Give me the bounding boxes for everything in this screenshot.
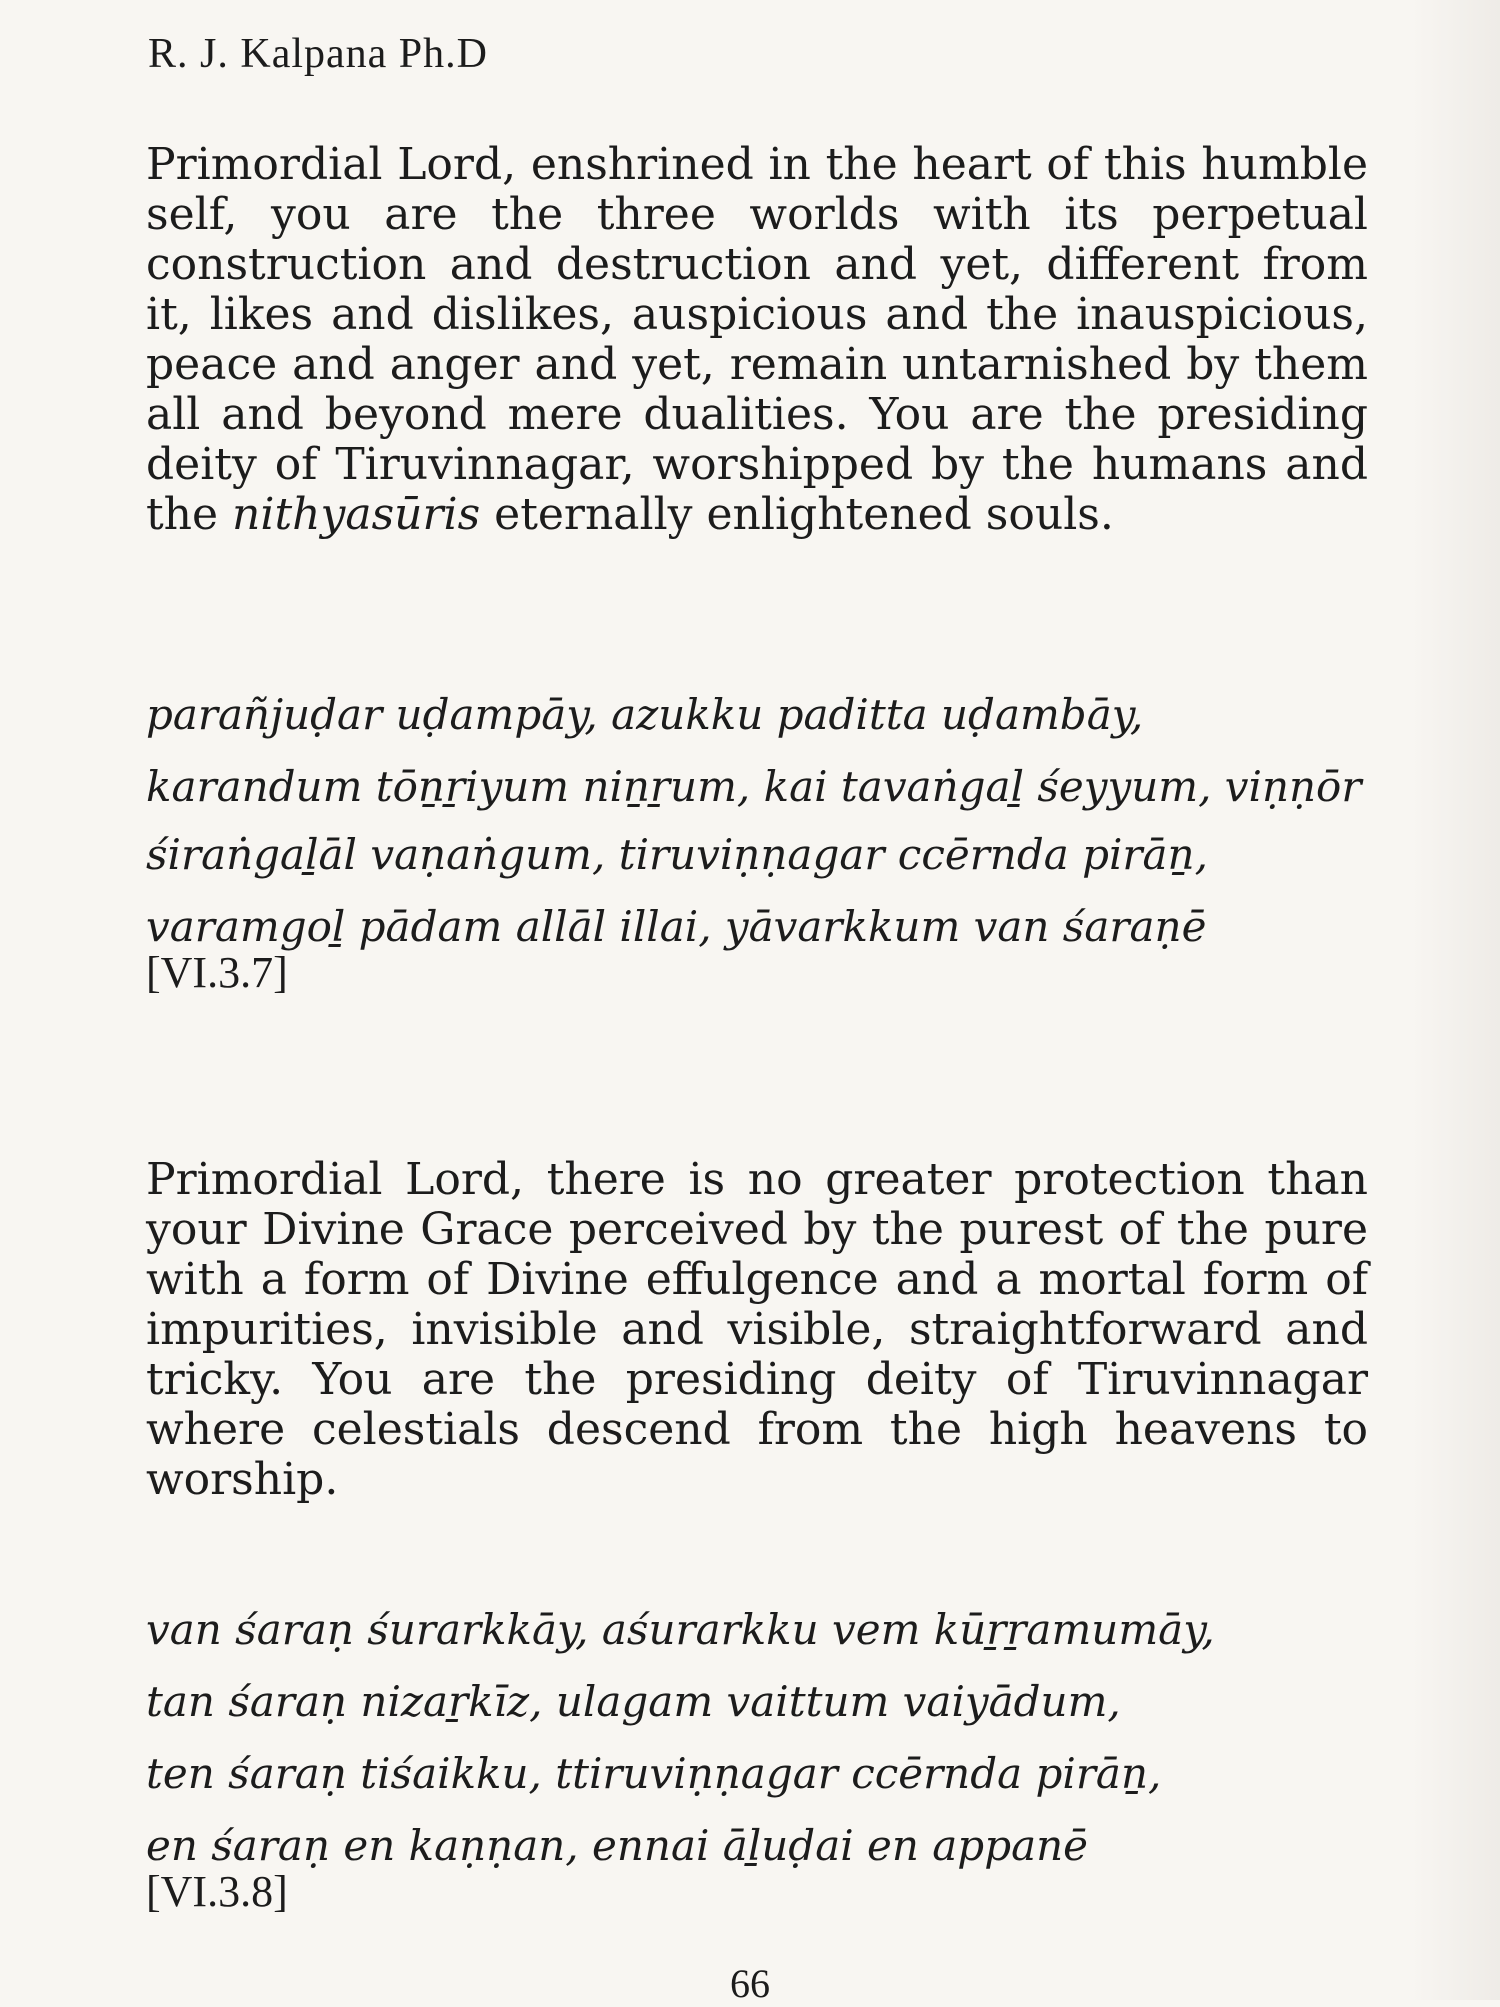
- page-edge-shadow: [1410, 0, 1500, 2000]
- passage-1-text-before: Primordial Lord, enshrined in the heart of this humble self, you are the three worlds with its perpetual construction and destruction and yet, different from it, likes and dislikes, auspicious and the inauspicious, peace and anger and yet, remain untarnished by them all and beyond mere dualities. You are the presiding deity of Tiruvinnagar, worshipped by the humans and the: [146, 139, 1368, 540]
- passage-1-text-after: eternally enlightened souls.: [480, 489, 1114, 540]
- verse-line: tan śaraṇ nizaṟkīz, ulagam vaittum vaiyādum,: [146, 1677, 1121, 1726]
- verse-line: en śaraṇ en kaṇṇan, ennai āḻuḍai en appanē: [146, 1821, 1089, 1870]
- verse-1: [146, 690, 1368, 997]
- verse-line: varamgoḻ pādam allāl illai, yāvarkkum van śaraṇē: [146, 902, 1207, 951]
- verse-2-body: [146, 1605, 1368, 1916]
- passage-2: [146, 1155, 1368, 1505]
- verse-2: [146, 1605, 1368, 1916]
- passage-2-text: Primordial Lord, there is no greater protection than your Divine Grace perceived by the purest of the pure with a form of Divine effulgence and a mortal form of impurities, invisible and visible, straightforward and tricky. You are the presiding deity of Tiruvinnagar where celestials descend from the high heavens to worship.: [146, 1154, 1368, 1505]
- verse-line: śiraṅgaḻāl vaṇaṅgum, tiruviṇṇagar ccērnda pirāṉ,: [146, 830, 1208, 879]
- verse-1-body: [146, 690, 1368, 997]
- verse-2-reference: [VI.3.8]: [146, 1867, 288, 1916]
- verse-1-reference: [VI.3.7]: [146, 948, 288, 997]
- verse-line: parañjuḍar uḍampāy, azukku paditta uḍambāy,: [146, 690, 1144, 739]
- passage-1-text: [146, 140, 1368, 540]
- verse-line: van śaraṇ śurarkkāy, aśurarkku vem kūṟṟamumāy,: [146, 1605, 1215, 1654]
- running-header: R. J. Kalpana Ph.D: [148, 31, 488, 77]
- passage-1-term: nithyasūris: [232, 489, 481, 540]
- page-number: 66: [730, 1961, 770, 2006]
- verse-line: ten śaraṇ tiśaikku, ttiruviṇṇagar ccērnda pirāṉ,: [146, 1749, 1162, 1798]
- verse-line: karandum tōṉṟiyum niṉṟum, kai tavaṅgaḻ śeyyum, viṇṇōr: [146, 762, 1362, 811]
- passage-1: [146, 140, 1368, 540]
